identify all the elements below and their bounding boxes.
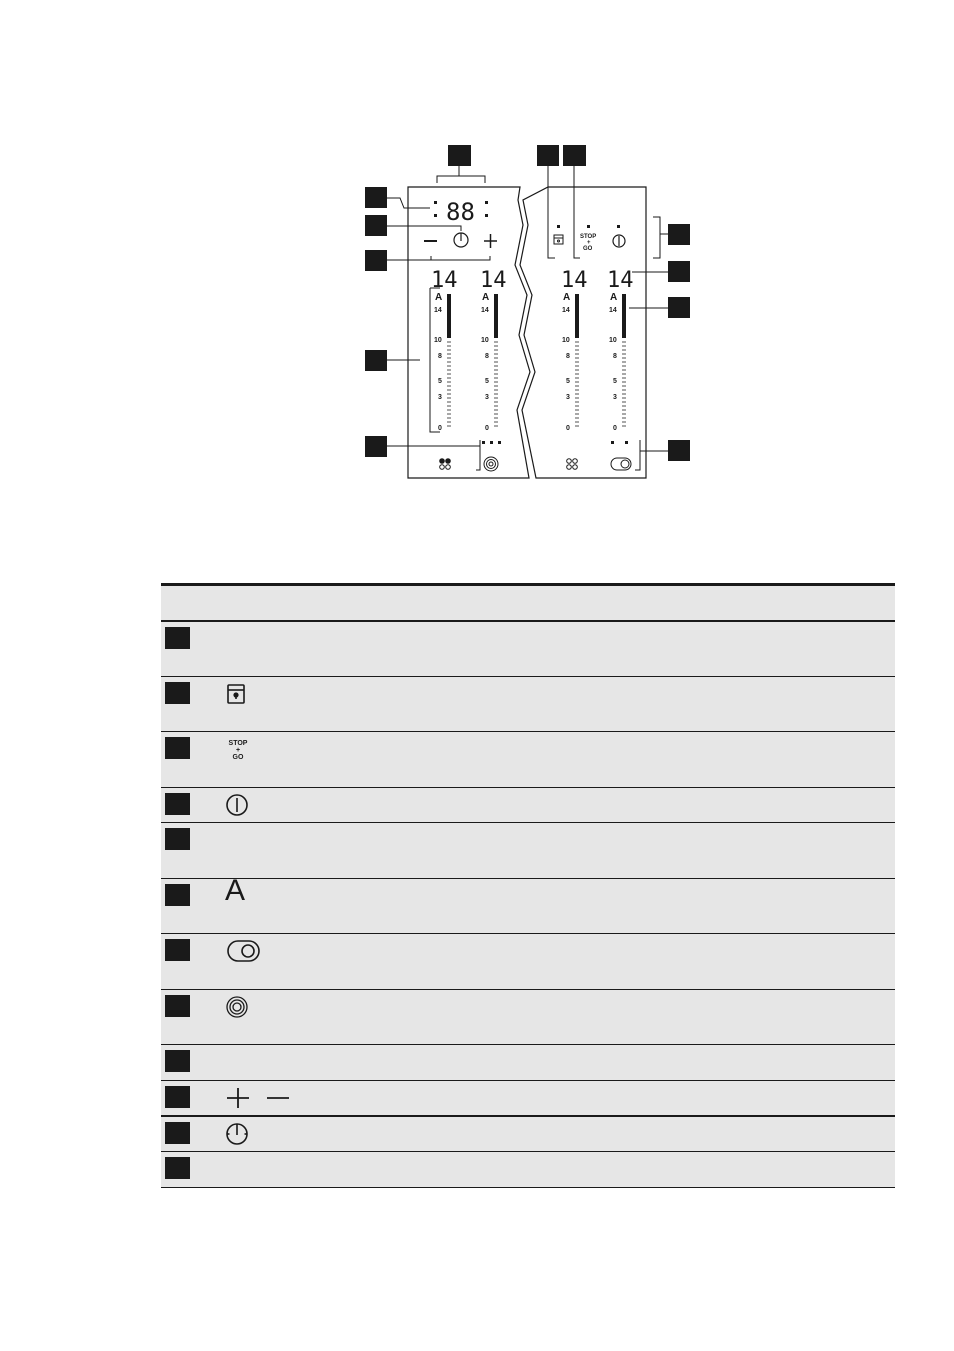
svg-text:3: 3: [613, 394, 617, 401]
callout-box: [668, 224, 690, 245]
table-row: [161, 934, 895, 990]
svg-text:8: 8: [438, 353, 442, 360]
row-number-box: [165, 793, 190, 815]
svg-text:0: 0: [485, 425, 489, 432]
stop-go-icon[interactable]: STOP: [580, 234, 597, 240]
zone-display: 14: [480, 268, 507, 293]
svg-text:5: 5: [566, 378, 570, 385]
row-number-box: [165, 627, 190, 649]
svg-text:8: 8: [613, 353, 617, 360]
svg-text:5: 5: [438, 378, 442, 385]
oval-zone-icon: [227, 939, 261, 963]
svg-text:3: 3: [566, 394, 570, 401]
power-icon[interactable]: [613, 235, 625, 247]
control-panel-diagram: [0, 0, 954, 560]
svg-text:5: 5: [613, 378, 617, 385]
row-number-box: [165, 884, 190, 906]
callout-box: [668, 440, 690, 461]
timer-icon: [225, 1122, 249, 1146]
timer-icon[interactable]: [454, 233, 468, 247]
table-row: [161, 622, 895, 677]
timer-display: 88: [446, 198, 475, 226]
svg-text:3: 3: [438, 394, 442, 401]
table-row: [161, 732, 895, 788]
table-row: [161, 1117, 895, 1152]
svg-text:A: A: [482, 292, 490, 303]
callout-box: [537, 145, 559, 166]
svg-text:5: 5: [485, 378, 489, 385]
svg-text:A: A: [610, 292, 618, 303]
svg-text:3: 3: [485, 394, 489, 401]
svg-text:14: 14: [481, 307, 489, 314]
svg-text:14: 14: [609, 307, 617, 314]
table-row: [161, 788, 895, 823]
power-icon: [225, 793, 249, 817]
row-number-box: [165, 1086, 190, 1108]
right-panel-outline: [520, 187, 646, 478]
callout-box: [365, 350, 387, 371]
zone-display: 14: [607, 268, 634, 293]
svg-text:8: 8: [566, 353, 570, 360]
plus-minus-icon: [225, 1086, 291, 1110]
callout-box: [365, 436, 387, 457]
callout-box: [668, 297, 690, 318]
zone-display: 14: [431, 268, 458, 293]
row-number-box: [165, 1122, 190, 1144]
table-row: [161, 1045, 895, 1081]
svg-text:GO: GO: [583, 246, 593, 252]
svg-text:10: 10: [609, 337, 617, 344]
oval-zone-icon[interactable]: [611, 458, 631, 470]
svg-text:A: A: [563, 292, 571, 303]
svg-text:8: 8: [485, 353, 489, 360]
callout-box: [668, 261, 690, 282]
row-number-box: [165, 682, 190, 704]
bridge-icon[interactable]: [440, 459, 451, 470]
power-slider[interactable]: [434, 292, 451, 432]
symbols-table: [161, 583, 895, 1188]
svg-text:14: 14: [562, 307, 570, 314]
table-row: [161, 1152, 895, 1188]
power-slider[interactable]: [609, 292, 626, 432]
table-row: [161, 677, 895, 732]
table-header: [161, 586, 895, 622]
callout-box: [365, 187, 387, 208]
stop-go-icon: STOP + GO: [228, 739, 248, 761]
table-row: [161, 823, 895, 879]
row-number-box: [165, 1157, 190, 1179]
svg-text:10: 10: [434, 337, 442, 344]
callout-box: [365, 250, 387, 271]
row-number-box: [165, 737, 190, 759]
row-number-box: [165, 1050, 190, 1072]
svg-text:+: +: [587, 240, 591, 246]
zone-icon[interactable]: [484, 457, 498, 471]
left-panel-outline: [408, 187, 530, 478]
callout-box: [448, 145, 471, 166]
table-row: [161, 874, 895, 934]
plus-icon[interactable]: [484, 234, 497, 248]
callout-box: [563, 145, 586, 166]
bridge-icon[interactable]: [567, 459, 578, 470]
zone-display: 14: [561, 268, 588, 293]
row-number-box: [165, 939, 190, 961]
child-lock-icon: [225, 682, 247, 706]
callout-box: [365, 215, 387, 236]
svg-text:0: 0: [566, 425, 570, 432]
svg-text:10: 10: [562, 337, 570, 344]
child-lock-icon[interactable]: [554, 235, 563, 244]
svg-text:0: 0: [438, 425, 442, 432]
svg-text:14: 14: [434, 307, 442, 314]
concentric-zone-icon: [225, 995, 249, 1019]
table-row: [161, 990, 895, 1045]
svg-text:10: 10: [481, 337, 489, 344]
svg-text:A: A: [435, 292, 443, 303]
auto-icon: A: [225, 874, 246, 907]
row-number-box: [165, 995, 190, 1017]
power-slider[interactable]: [562, 292, 579, 432]
svg-text:0: 0: [613, 425, 617, 432]
table-row: [161, 1081, 895, 1117]
row-number-box: [165, 828, 190, 850]
power-slider[interactable]: [481, 292, 498, 432]
